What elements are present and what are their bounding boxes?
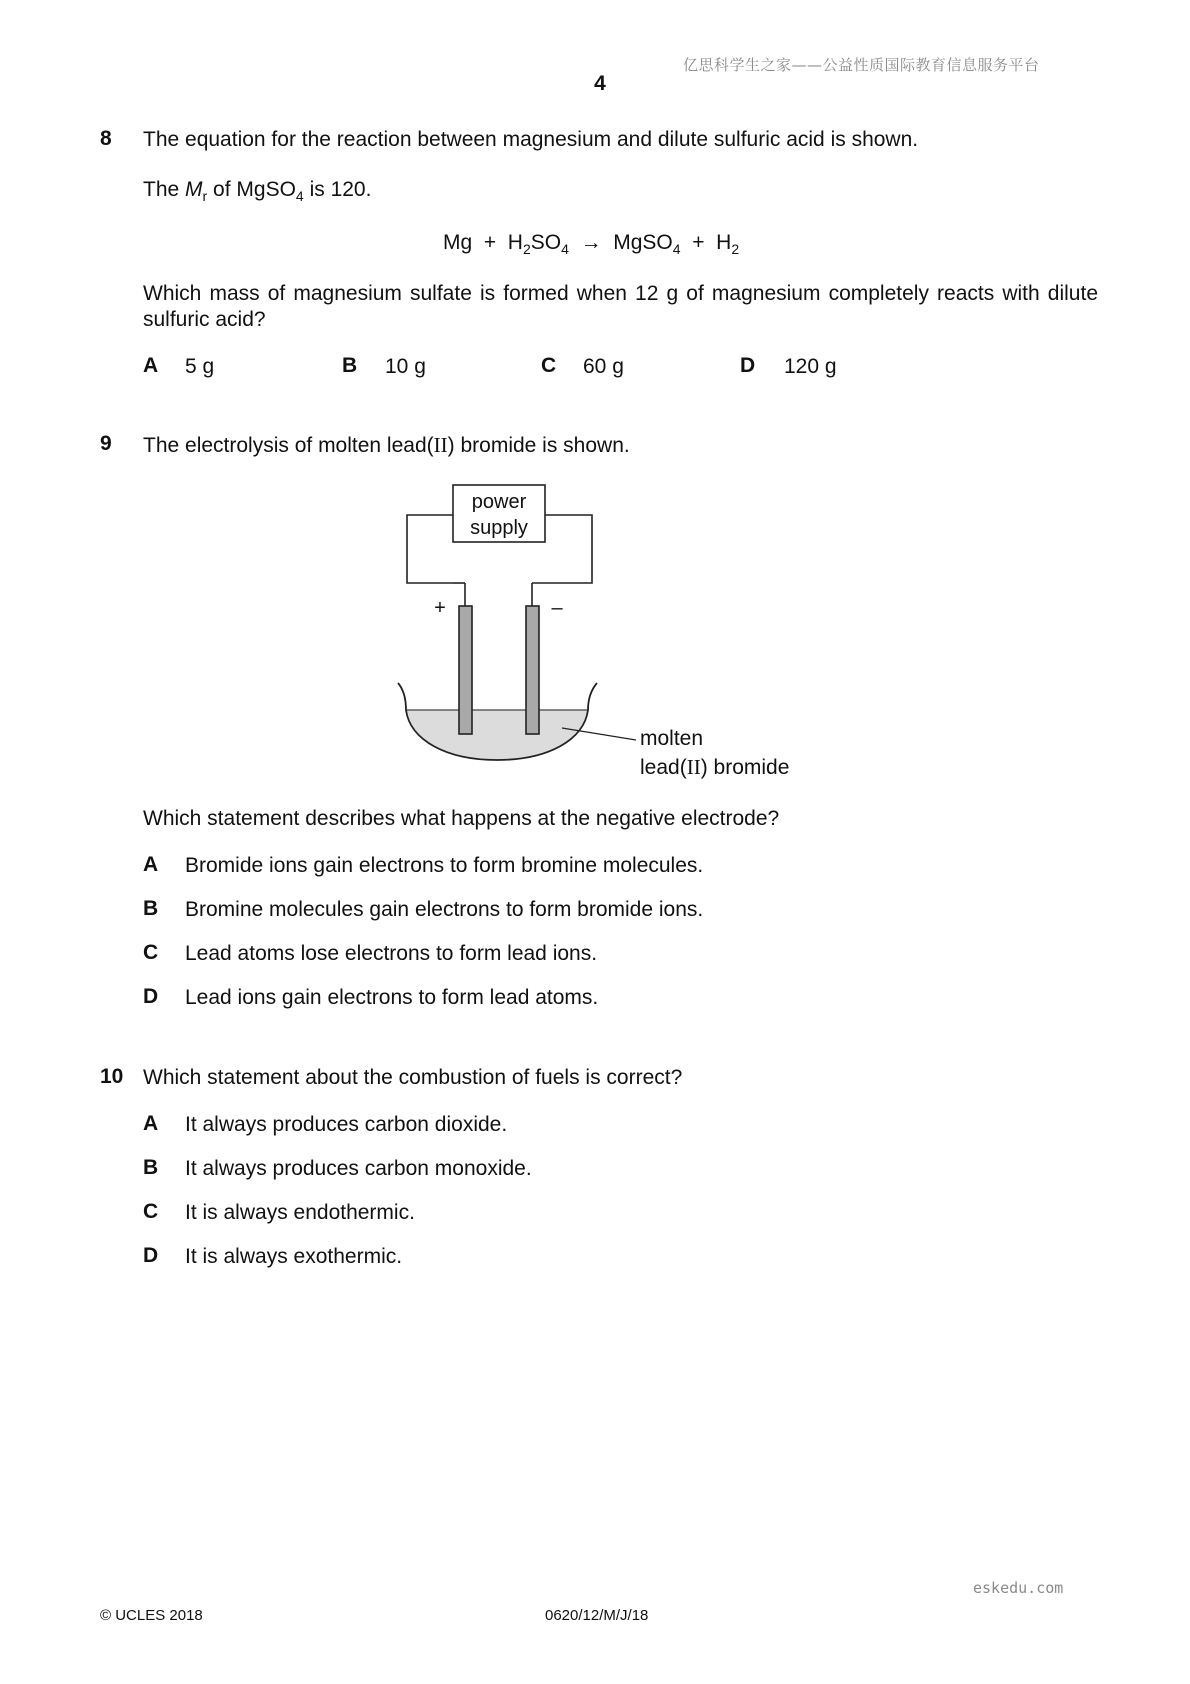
q9-option-c-text: Lead atoms lose electrons to form lead ions. [185,942,598,965]
q8-number: 8 [100,127,112,150]
q8-option-c-letter: C [541,354,557,377]
q9-option-d-letter: D [143,985,159,1008]
page-number: 4 [594,72,606,95]
power-supply-label-line1: power [471,491,527,513]
q10-option-b-text: It always produces carbon monoxide. [185,1157,532,1180]
q9-option-b-text: Bromine molecules gain electrons to form bromide ions. [185,898,704,921]
q9-option-a-letter: A [143,853,159,876]
q10-option-a-letter: A [143,1112,159,1135]
q8-option-b-text: 10 g [385,355,426,378]
negative-sign: – [551,597,563,619]
q9-option-d-text: Lead ions gain electrons to form lead atoms. [185,986,599,1009]
footer-site-watermark: eskedu.com [973,1579,1064,1597]
q8-intro: The equation for the reaction between magnesium and dilute sulfuric acid is shown. [143,128,919,151]
electrolysis-diagram [390,478,810,788]
q8-option-d-letter: D [740,354,756,377]
q8-option-b-letter: B [342,354,358,377]
q9-question: Which statement describes what happens at the negative electrode? [143,807,780,830]
header-watermark: 亿思科学生之家——公益性质国际教育信息服务平台 [683,56,1040,74]
positive-sign: + [434,597,446,619]
q8-option-a-letter: A [143,354,159,377]
q10-option-d-text: It is always exothermic. [185,1245,403,1268]
q9-number: 9 [100,432,112,455]
diagram-label-line1: molten [640,727,704,750]
q8-option-c-text: 60 g [583,355,624,378]
q9-option-a-text: Bromide ions gain electrons to form bromine molecules. [185,854,704,877]
q8-question: Which mass of magnesium sulfate is formed when 12 g of magnesium completely reacts with dilute sulfuric acid? [143,282,1098,331]
q8-mr-line: The $M_r$ of MgSO$_4$ is 120. [143,178,372,205]
q8-equation: $Mg + H_2SO_4$ → MgSO$_4$ + $H_2$ [443,231,740,258]
molten-lead-bromide [406,710,588,760]
diagram-label-line2: lead(II) bromide [640,755,790,779]
left-wire [407,515,453,583]
q10-number: 10 [100,1065,124,1088]
q10-option-a-text: It always produces carbon dioxide. [185,1113,508,1136]
q10-question: Which statement about the combustion of fuels is correct? [143,1066,683,1089]
q10-option-b-letter: B [143,1156,159,1179]
cathode [526,606,539,734]
q9-option-b-letter: B [143,897,159,920]
footer-paper-code: 0620/12/M/J/18 [545,1607,649,1624]
power-supply-label-line2: supply [470,517,528,539]
q10-option-d-letter: D [143,1244,159,1267]
footer-copyright: © UCLES 2018 [100,1607,203,1624]
q10-option-c-text: It is always endothermic. [185,1201,415,1224]
q9-intro: The electrolysis of molten lead(II) bromide is shown. [143,433,630,457]
q8-option-d-text: 120 g [784,355,837,378]
q8-option-a-text: 5 g [185,355,215,378]
q10-option-c-letter: C [143,1200,159,1223]
q9-option-c-letter: C [143,941,159,964]
anode [459,606,472,734]
